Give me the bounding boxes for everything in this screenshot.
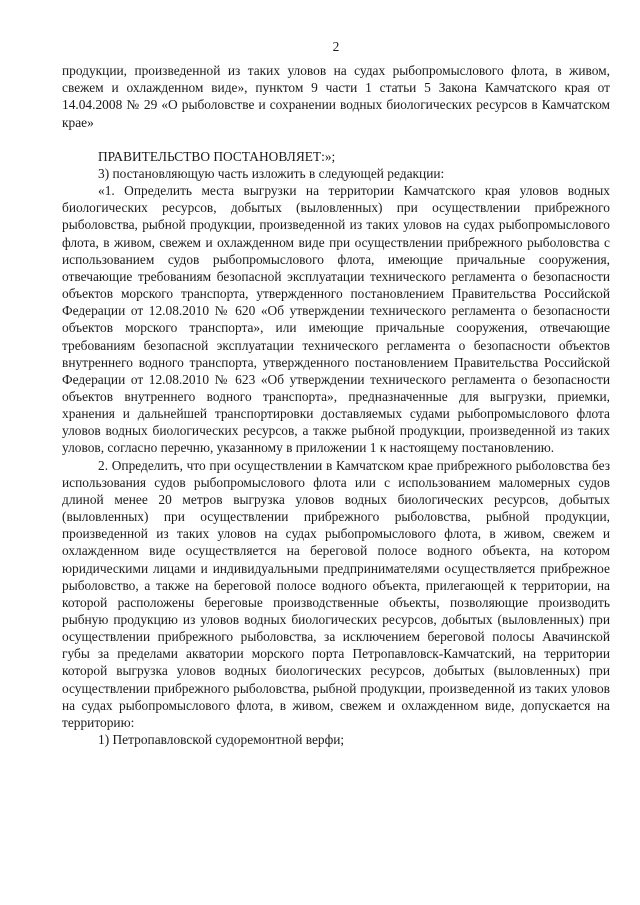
document-page: [62, 38, 610, 748]
paragraph-clause-2: 2. Определить, что при осуществлении в Камчатском крае прибрежного рыболовства без использования судов рыбопромыслового флота или с использованием маломерных судов длиной менее 20 метров выгрузка уловов водных биологических ресурсов, добытых (выловленных) при осуществлении прибрежного рыболовства, рыбной продукции, произведенной из таких уловов на судах рыбопромыслового флота, в живом, свежем и охлажденном виде осуществляется на береговой полосе водного объекта, на котором юридическими лицами и индивидуальными предпринимателями осуществляется прибрежное рыболовство, а также на береговой полосе водного объекта, прилегающей к территории, на которой расположены береговые производственные объекты, позволяющие производить рыбную продукцию из уловов водных биологических ресурсов, добытых (выловленных) при осуществлении прибрежного рыболовства, за исключением береговой полосы Авачинской губы за пределами акватории морского порта Петропавловск-Камчатский, на территории которой выгрузка уловов водных биологических ресурсов, добытых (выловленных) при осуществлении прибрежного рыболовства, рыбной продукции, произведенной из таких уловов на судах рыбопромыслового флота, в живом, свежем и охлажденном виде, допускается на территорию:: [62, 457, 610, 730]
paragraph-preamble-continuation: продукции, произведенной из таких уловов на судах рыбопромыслового флота, в живом, свежем и охлажденном виде», пунктом 9 части 1 статьи 5 Закона Камчатского края от 14.04.2008 № 29 «О рыболовстве и сохранении водных биологических ресурсов в Камчатском крае»: [62, 63, 610, 130]
page-number: 2: [332, 39, 340, 54]
paragraph-clause-1: «1. Определить места выгрузки на территории Камчатского края уловов водных биологических ресурсов, добытых (выловленных) при осуществлении прибрежного рыболовства, рыбной продукции, произведенной из таких уловов на судах рыбопромыслового флота, в живом, свежем и охлажденном виде при осуществлении прибрежного рыболовства с использованием судов рыбопромыслового флота, имеющие причальные сооружения, отвечающие требованиям безопасной эксплуатации технического регламента о безопасности объектов морского транспорта, утвержденного постановлением Правительства Российской Федерации от 12.08.2010 № 620 «Об утверждении технического регламента о безопасности объектов морского транспорта», или имеющие причальные сооружения, отвечающие требованиям безопасной эксплуатации технического регламента о безопасности объектов внутреннего водного транспорта, утвержденного постановлением Правительства Российской Федерации от 12.08.2010 № 623 «Об утверждении технического регламента о безопасности объектов внутреннего водного транспорта», предназначенные для выгрузки, приемки, хранения и дальнейшей транспортировки доставляемых судами рыбопромыслового флота уловов водных биологических ресурсов, а также рыбной продукции, произведенной из таких уловов, согласно перечню, указанному в приложении 1 к настоящему постановлению.: [62, 183, 610, 456]
paragraph-gap: [62, 131, 610, 148]
paragraph-list-item-1: 1) Петропавловской судоремонтной верфи;: [98, 732, 345, 748]
paragraph-item-3: 3) постановляющую часть изложить в следующей редакции:: [98, 165, 445, 181]
paragraph-government-resolves: ПРАВИТЕЛЬСТВО ПОСТАНОВЛЯЕТ:»;: [98, 148, 336, 164]
